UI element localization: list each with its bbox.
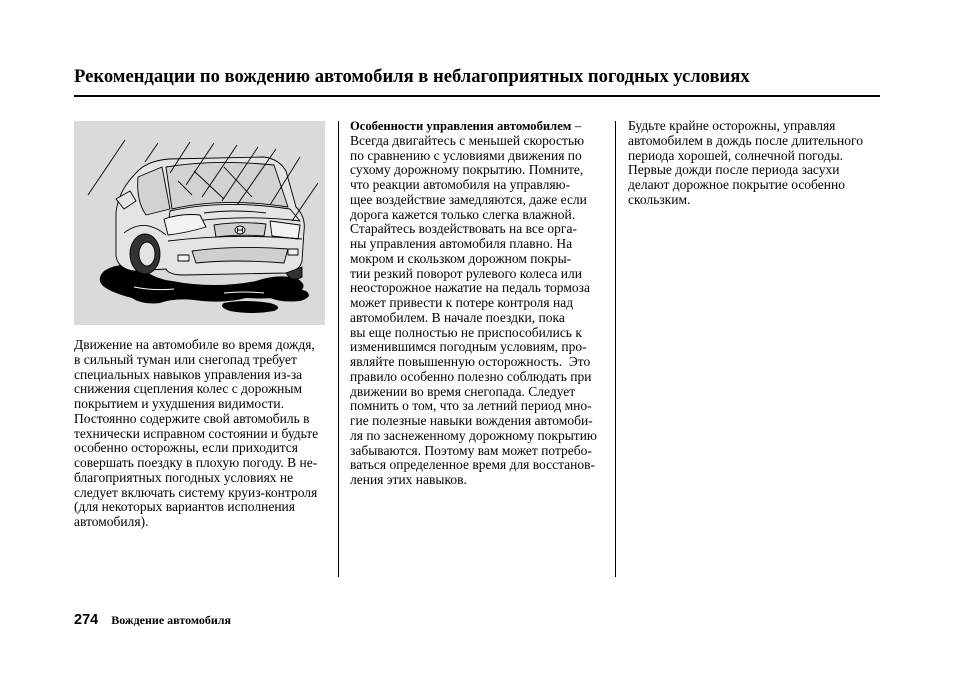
car-in-rain-illustration (74, 121, 325, 325)
left-column (74, 338, 318, 530)
middle-column (350, 119, 597, 488)
page-number: 274 (74, 612, 99, 628)
section-heading: Особенности управления автомобилем (350, 119, 572, 133)
handling-paragraph: Всегда двигайтесь с меньшей скоростью по сравнению с условиями движения по сухому дорожному покрытию. Помните, что реакции автомобиля на управляю- щее воздействие замедляются, даже если дорога кажется только слегка влажной. Старайтесь воздействовать на все орга- ны управления автомобиля плавно. На мокром и скользком дорожном покры- тии резкий поворот рулевого колеса или неосторожное нажатие на педаль тормоза может привести к потере контроля над автомобилем. В начале поездки, пока вы еще полностью не приспособились к изменившимся погодным условиям, про- являйте повышенную осторожность. Это правило особенно полезно соблюдать при движении во время снегопада. Следует помнить о том, что за летний период мно- гие полезные навыки вождения автомоби- ля по заснеженному дорожному покрытию забываются. Поэтому вам может потребо- ваться определенное время для восстанов- ления этих навыков. (350, 132, 598, 487)
page-footer (74, 612, 231, 628)
caution-paragraph: Будьте крайне осторожны, управляя автомобилем в дождь после длительного периода хорошей, солнечной погоды. Первые дожди после периода засухи делают дорожное покрытие особенно скользким. (628, 118, 863, 207)
heading-dash: – (571, 118, 582, 133)
page-title: Рекомендации по вождению автомобиля в неблагоприятных погодных условиях (74, 66, 750, 87)
column-divider-left (338, 121, 339, 577)
right-column (628, 119, 863, 208)
section-heading-line (350, 119, 597, 134)
illustration-frame (74, 121, 325, 325)
car-body (116, 157, 304, 279)
lower-intake (192, 247, 288, 263)
fog-light-right (288, 249, 298, 255)
title-underline (74, 95, 880, 97)
front-rim (139, 242, 155, 266)
fog-light-left (178, 255, 189, 261)
windshield (166, 162, 288, 209)
column-divider-right (615, 121, 616, 577)
footer-section-title: Вождение автомобиля (111, 613, 232, 627)
intro-paragraph: Движение на автомобиле во время дождя, в сильный туман или снегопад требует специальных навыков управления из-за снижения сцепления колес с дорожным покрытием и ухудшения видимости. Постоянно содержите свой автомобиль в технически исправном состоянии и будьте особенно осторожны, если приходится совершать поездку в плохую погоду. В не- благоприятных погодных условиях не следует включать систему круиз-контроля (для некоторых вариантов исполнения автомобиля). (74, 337, 319, 529)
